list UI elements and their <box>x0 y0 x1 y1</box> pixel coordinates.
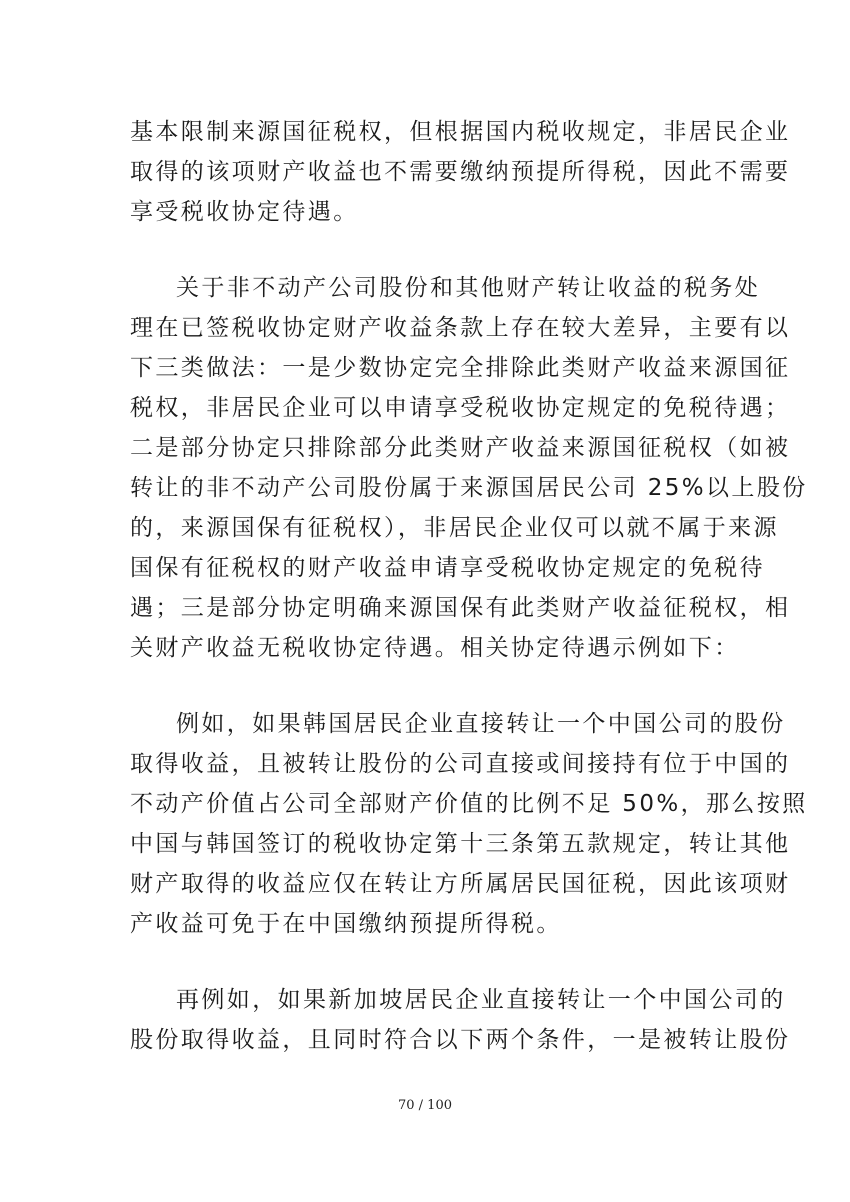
text-line: 二是部分协定只排除部分此类财产收益来源国征税权（如被 <box>130 435 791 461</box>
text-line: 基本限制来源国征税权，但根据国内税收规定，非居民企业 <box>130 119 791 145</box>
text-line: 遇；三是部分协定明确来源国保有此类财产收益征税权，相 <box>130 595 791 621</box>
page-body <box>130 112 808 1096</box>
paragraph-4 <box>130 980 791 1060</box>
paragraph-3 <box>130 704 808 944</box>
paragraph-2 <box>130 268 808 668</box>
text-line: 下三类做法：一是少数协定完全排除此类财产收益来源国征 <box>130 355 791 381</box>
text-line: 取得收益，且被转让股份的公司直接或间接持有位于中国的 <box>130 751 791 777</box>
text-line: 取得的该项财产收益也不需要缴纳预提所得税，因此不需要 <box>130 159 791 185</box>
paragraph-1 <box>130 112 791 232</box>
text-line: 再例如，如果新加坡居民企业直接转让一个中国公司的 <box>176 987 786 1013</box>
text-line: 产收益可免于在中国缴纳预提所得税。 <box>130 911 562 937</box>
text-line: 关财产收益无税收协定待遇。相关协定待遇示例如下： <box>130 635 740 661</box>
text-line: 理在已签税收协定财产收益条款上存在较大差异，主要有以 <box>130 315 791 341</box>
text-line: 中国与韩国签订的税收协定第十三条第五款规定，转让其他 <box>130 831 791 857</box>
text-line: 转让的非不动产公司股份属于来源国居民公司 25%以上股份 <box>130 475 808 501</box>
text-line: 的，来源国保有征税权），非居民企业仅可以就不属于来源 <box>130 515 779 541</box>
text-line: 国保有征税权的财产收益申请享受税收协定规定的免税待 <box>130 555 765 581</box>
page-number: 70 / 100 <box>398 1098 452 1113</box>
text-line: 财产取得的收益应仅在转让方所属居民国征税，因此该项财 <box>130 871 791 897</box>
text-line: 关于非不动产公司股份和其他财产转让收益的税务处 <box>176 275 761 301</box>
text-line: 不动产价值占公司全部财产价值的比例不足 50%，那么按照 <box>130 791 808 817</box>
text-line: 税权，非居民企业可以申请享受税收协定规定的免税待遇； <box>130 395 791 421</box>
text-line: 股份取得收益，且同时符合以下两个条件，一是被转让股份 <box>130 1027 791 1053</box>
text-line: 享受税收协定待遇。 <box>130 199 359 225</box>
text-line: 例如，如果韩国居民企业直接转让一个中国公司的股份 <box>176 711 786 737</box>
